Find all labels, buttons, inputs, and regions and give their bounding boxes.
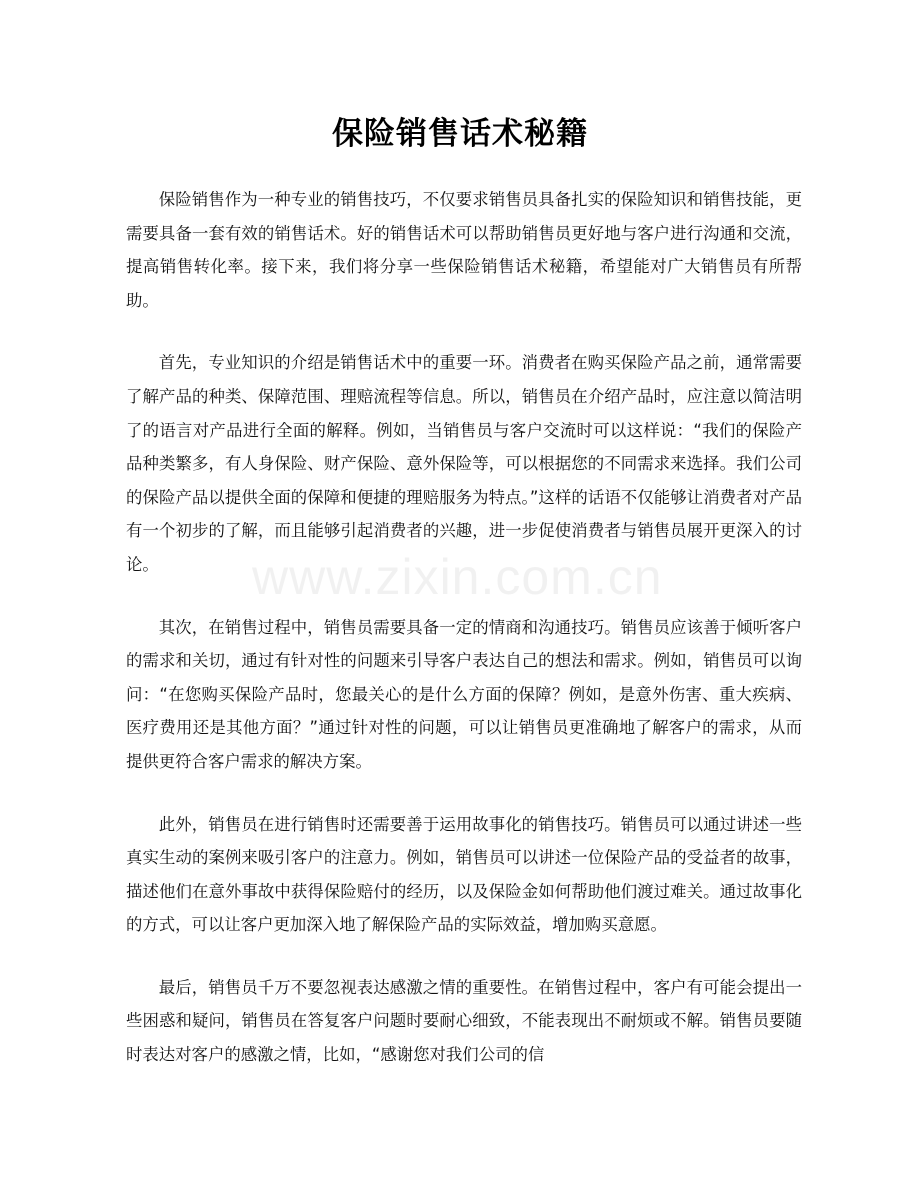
paragraph-last: 最后，销售员千万不要忽视表达感激之情的重要性。在销售过程中，客户有可能会提出一些困惑和疑问，销售员在答复客户问题时要耐心细致，不能表现出不耐烦或不解。销售员要随时表达对客户的感激之情，比如，“感谢您对我们公司的信 bbox=[126, 977, 802, 1065]
document-body bbox=[126, 183, 802, 1101]
paragraph-intro: 保险销售作为一种专业的销售技巧，不仅要求销售员具备扎实的保险知识和销售技能，更需要具备一套有效的销售话术。好的销售话术可以帮助销售员更好地与客户进行沟通和交流，提高销售转化率。接下来，我们将分享一些保险销售话术秘籍，希望能对广大销售员有所帮助。 bbox=[126, 190, 802, 310]
page-title: 保险销售话术秘籍 bbox=[332, 116, 588, 152]
paragraph-third: 此外，销售员在进行销售时还需要善于运用故事化的销售技巧。销售员可以通过讲述一些真实生动的案例来吸引客户的注意力。例如，销售员可以讲述一位保险产品的受益者的故事，描述他们在意外事故中获得保险赔付的经历，以及保险金如何帮助他们渡过难关。通过故事化的方式，可以让客户更加深入地了解保险产品的实际效益，增加购买意愿。 bbox=[126, 814, 802, 935]
paragraph-second: 其次，在销售过程中，销售员需要具备一定的情商和沟通技巧。销售员应该善于倾听客户的需求和关切，通过有针对性的问题来引导客户表达自己的想法和需求。例如，销售员可以询问：“在您购买保险产品时，您最关心的是什么方面的保障？例如，是意外伤害、重大疾病、医疗费用还是其他方面？”通过针对性的问题，可以让销售员更准确地了解客户的需求，从而提供更符合客户需求的解决方案。 bbox=[126, 617, 802, 771]
paragraph-first: 首先，专业知识的介绍是销售话术中的重要一环。消费者在购买保险产品之前，通常需要了解产品的种类、保障范围、理赔流程等信息。所以，销售员在介绍产品时，应注意以简洁明了的语言对产品进行全面的解释。例如，当销售员与客户交流时可以这样说：“我们的保险产品种类繁多，有人身保险、财产保险、意外保险等，可以根据您的不同需求来选择。我们公司的保险产品以提供全面的保障和便捷的理赔服务为特点。”这样的话语不仅能够让消费者对产品有一个初步的了解，而且能够引起消费者的兴趣，进一步促使消费者与销售员展开更深入的讨论。 bbox=[126, 353, 802, 574]
watermark-text: www.zixin.com.cn bbox=[252, 549, 663, 605]
